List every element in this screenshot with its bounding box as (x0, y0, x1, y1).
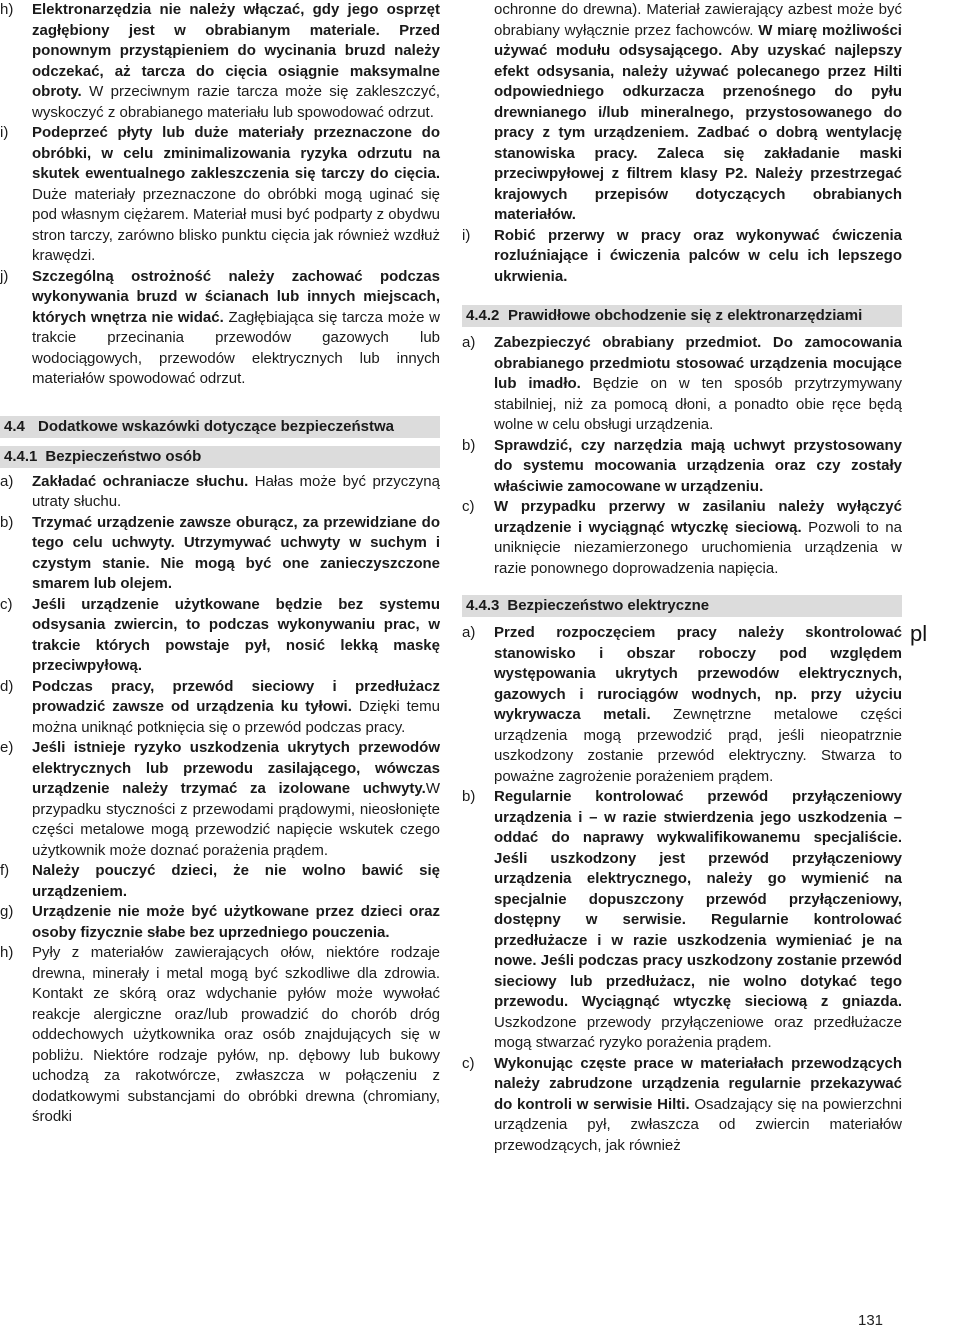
list-item (0, 123, 440, 267)
item-bold-text: Urządzenie nie może być użytkowane przez dzieci oraz osoby fizycznie słabe bez uprzedniego pouczenia. (32, 903, 440, 941)
list-item (0, 738, 440, 861)
list-item (462, 436, 902, 498)
item-text: Duże materiały przeznaczone do obróbki mogą uginać się pod własnym ciężarem. Materiał musi być podparty z obydwu stron tarczy, zarówno blisko punktu cięcia jak również wzdłuż krawędzi. (32, 185, 440, 264)
item-bold-text: Trzymać urządzenie zawsze oburącz, za przewidziane do tego celu uchwyty. Utrzymywać uchwyty w suchym i czystym stanie. Nie mogą być one zanieczyszczone smarem lub olejem. (32, 513, 440, 592)
item-text: Zagłębiająca się tarcza może w trakcie przecinania przewodów gazowych lub wodociągowych, przewodów elektrycznych lub innych materiałów spowodować odrzut. (32, 308, 440, 387)
item-text: Osadzający się na powierzchni urządzenia pył, zwłaszcza od zwiercin materiałów przewodzących, jak również (494, 1095, 902, 1154)
list-item (462, 226, 902, 288)
list-item (0, 595, 440, 677)
section-number: 4.4.3 (466, 597, 500, 614)
section-title: Bezpieczeństwo osób (45, 447, 202, 465)
item-text: Uszkodzone przewody przyłączeniowe oraz przedłużacze mogą stwarzać ryzyko porażenia prądem. (494, 1013, 902, 1051)
item-bold-text: Sprawdzić, czy narzędzia mają uchwyt przystosowany do systemu mocowania urządzenia oraz czy zostały właściwie zamocowane w urządzeniu. (494, 436, 902, 495)
section-number: 4.4.2 (466, 307, 500, 324)
item-bold-text: Podeprzeć płyty lub duże materiały przeznaczone do obróbki, w celu zminimalizowania ryzyka odrzutu na skutek ewentualnego zakleszczenia się tarczy do cięcia. (32, 124, 440, 182)
list-item (462, 623, 902, 787)
item-label: g) (0, 903, 14, 920)
item-label: a) (0, 472, 14, 490)
item-label: a) (462, 624, 476, 641)
item-label: c) (0, 595, 13, 613)
item-label: i) (0, 124, 9, 141)
item-label: d) (0, 677, 14, 695)
list-item (462, 333, 902, 436)
list-item (0, 861, 440, 902)
item-bold-text: Zakładać ochraniacze słuchu. (32, 472, 249, 490)
item-label: b) (462, 788, 476, 805)
list-item (462, 787, 902, 1054)
section-heading-4-4 (0, 416, 440, 438)
item-text: W przypadku styczności z przewodami prądowymi, nieosłonięte części metalowe mogą przewodzić napięcie wskutek czego użytkownik może doznać porażenia prądem. (32, 780, 440, 859)
item-bold-text: Robić przerwy w pracy oraz wykonywać ćwiczenia rozluźniające i ćwiczenia palców w celu ich lepszego ukrwienia. (494, 226, 902, 285)
item-text: Pozwoli to na uniknięcie niezamierzonego uruchomienia urządzenia w razie ponownego doprowadzenia napięcia. (494, 518, 902, 577)
item-bold-text: Jeśli urządzenie użytkowane będzie bez systemu odsysania zwiercin, to podczas wykonywaniu prac, w trakcie których powstaje pył, nosić lekką maskę przeciwpyłową. (32, 595, 440, 674)
left-column (0, 0, 440, 1128)
page-number: 131 (858, 1312, 884, 1329)
list-item (0, 0, 440, 123)
item-text: Pyły z materiałów zawierających ołów, niektóre rodzaje drewna, minerały i metal mogą być szkodliwe dla zdrowia. Kontakt ze skórą oraz wdychanie pyłów może wywołać reakcje alergiczne oraz/lub prowadzić do chorób dróg oddechowych użytkownika oraz osób znajdujących się w pobliżu. Niektóre rodzaje pyłów, np. dębowy lub bukowy uchodzą za rakotwórcze, zwłaszcza w połączeniu z dodatkowymi substancjami do obróbki drewna (chromiany, środki (32, 944, 440, 1125)
item-label: j) (0, 267, 9, 285)
list-item (0, 267, 440, 390)
item-label: f) (0, 862, 10, 879)
language-tab: pl (910, 621, 928, 646)
item-text: Będzie on w ten sposób przytrzymywany stabilniej, niż za pomocą dłoni, a ponadto obie ręce będą wolne w celu obsługi urządzenia. (494, 375, 902, 433)
item-label: b) (462, 436, 476, 454)
list-item (0, 943, 440, 1128)
list-item (462, 497, 902, 579)
section-number: 4.4.1 (4, 447, 38, 465)
section-title: Dodatkowe wskazówki dotyczące bezpieczeństwa (38, 417, 394, 435)
item-bold-text: Regularnie kontrolować przewód przyłączeniowy urządzenia i – w razie stwierdzenia jego uszkodzenia – oddać do naprawy wykwalifikowanemu specjaliście. Jeśli uszkodzony jest przewód przyłączeniowy urządzenia elektrycznego, należy go wymienić na specjalnie dopuszczony przewód przyłączeniowy, dostępny w serwisie. Regularnie kontrolować przedłużacze i w razie uszkodzenia wymieniać je na nowe. Jeśli podczas pracy uszkodzony zostanie przewód sieciowy lub przedłużacz, nie wolno dotykać tego przewodu. Wyciągnąć wtyczkę sieciową z gniazda. (494, 788, 902, 1010)
item-bold-text: Przed rozpoczęciem pracy należy skontrolować stanowisko i obszar roboczy pod względem występowania ukrytych przewodów elektrycznych, gazowych i rurociągów wodnych, np. przy użyciu wykrywacza metali. (494, 624, 902, 723)
section-heading-4-4-1 (0, 446, 440, 468)
item-text: Zewnętrzne metalowe części urządzenia mogą przewodzić prąd, jeśli nieopatrznie uszkodzony zostanie przewód elektryczny. Stwarza to poważne zagrożenie porażeniem prądem. (494, 706, 902, 785)
item-text: ochronne do drewna). Materiał zawierający azbest może być obrabiany wyłącznie przez fachowców. (494, 1, 902, 39)
list-item-continuation (462, 0, 902, 226)
item-label: c) (462, 498, 475, 515)
item-bold-text: Elektronarzędzia nie należy włączać, gdy jego osprzęt zagłębiony jest w obrabianym materiale. Przed ponownym przystąpieniem do wycinania bruzd należy odczekać, aż tarcza do cięcia osiągnie maksymalne obroty. (32, 1, 440, 100)
section-heading-4-4-2 (462, 305, 902, 327)
section-title: Prawidłowe obchodzenie się z elektronarzędziami (508, 307, 863, 324)
right-column (462, 0, 902, 1156)
section-title: Bezpieczeństwo elektryczne (507, 597, 710, 614)
item-bold-text: Szczególną ostrożność należy zachować podczas wykonywania bruzd w ścianach lub innych miejscach, których wnętrza nie widać. (32, 267, 440, 326)
item-bold-text: Wykonując częste prace w materiałach przewodzących należy zabrudzone urządzenia regularnie przekazywać do kontroli w serwisie Hilti. (494, 1054, 902, 1113)
item-bold-text: Należy pouczyć dzieci, że nie wolno bawić się urządzeniem. (32, 862, 440, 900)
section-number: 4.4 (4, 417, 25, 435)
item-bold-text: W miarę możliwości używać modułu odsysającego. Aby uzyskać najlepszy efekt odsysania, należy używać polecanego przez Hilti odpowiedniego odkurzacza przenośnego do pyłu drewnianego i/lub mineralnego, przystosowanego do pracy z tym urządzeniem. Zadbać o dobrą wentylację stanowiska pracy. Zaleca się zakładanie maski przeciwpyłowej z filtrem klasy P2. Należy przestrzegać krajowych przepisów dotyczących obrabianych materiałów. (494, 21, 902, 223)
item-label: c) (462, 1054, 475, 1072)
list-item (462, 1054, 902, 1157)
section-heading-4-4-3 (462, 595, 902, 617)
item-label: h) (0, 1, 14, 18)
item-label: i) (462, 226, 471, 244)
list-item (0, 677, 440, 739)
item-label: e) (0, 739, 14, 756)
item-text: Dzięki temu można uniknąć potknięcia się o przewód podczas pracy. (32, 698, 440, 736)
item-text: Hałas może być przyczyną utraty słuchu. (32, 472, 440, 510)
item-label: h) (0, 944, 14, 961)
item-bold-text: W przypadku przerwy w zasilaniu należy wyłączyć urządzenie i wyciągnąć wtyczkę sieciową. (494, 498, 902, 536)
item-bold-text: Zabezpieczyć obrabiany przedmiot. Do zamocowania obrabianego przedmiotu stosować urządzenia mocujące lub imadło. (494, 334, 902, 392)
list-item (0, 513, 440, 595)
list-item (0, 472, 440, 513)
item-text: W przeciwnym razie tarcza może się zakleszczyć, wyskoczyć z obrabianego materiału lub spowodować odrzut. (32, 83, 440, 121)
item-label: a) (462, 334, 476, 351)
item-bold-text: Jeśli istnieje ryzyko uszkodzenia ukrytych przewodów elektrycznych lub przewodu zasilającego, wówczas urządzenie należy trzymać za izolowane uchwyty. (32, 739, 440, 797)
item-label: b) (0, 513, 14, 531)
list-item (0, 902, 440, 943)
item-bold-text: Podczas pracy, przewód sieciowy i przedłużacz prowadzić zawsze od urządzenia ku tyłowi. (32, 677, 440, 715)
